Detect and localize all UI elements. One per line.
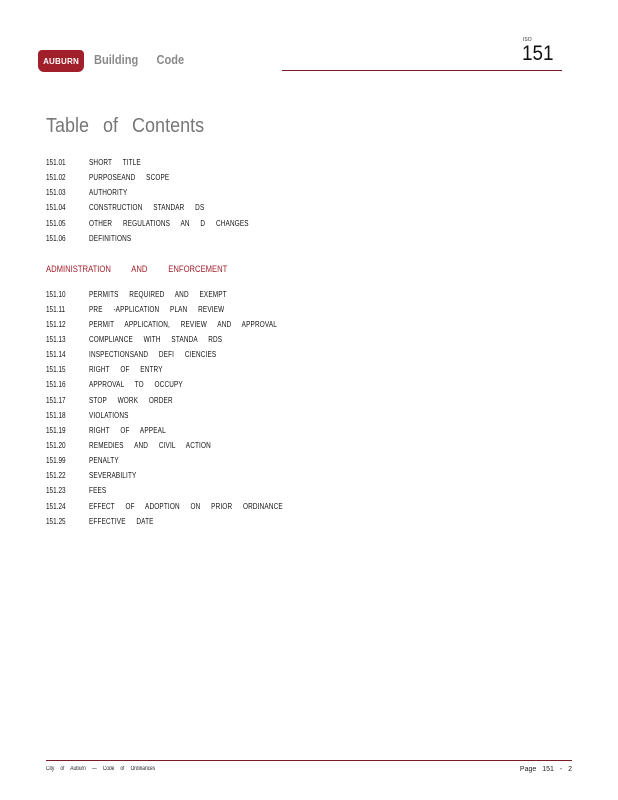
toc-entry-title: VIOLATIONS [89, 410, 129, 420]
toc-entry-title: PURPOSEAND SCOPE [89, 172, 170, 182]
toc-entry-title: SHORT TITLE [89, 157, 141, 167]
toc-entry[interactable] [46, 364, 181, 376]
toc-entry[interactable] [46, 455, 126, 467]
toc-entry-title: PENALTY [89, 456, 119, 466]
toc-entry-number: 151.10 [46, 289, 66, 299]
toc-entry-number: 151.20 [46, 441, 66, 450]
toc-entry-number: 151.99 [46, 456, 66, 466]
toc-entry-number: 151.24 [46, 501, 66, 511]
toc-entry-number: 151.06 [46, 234, 66, 243]
toc-entry-title: REMEDIES AND CIVIL ACTION [89, 441, 211, 450]
footer-page-number: Page 151 - 2 [519, 766, 572, 773]
toc-entry-title: DEFINITIONS [89, 234, 132, 243]
header-title: Building Code [94, 52, 185, 67]
toc-entry-number: 151.02 [46, 172, 66, 182]
toc-entry-title: SEVERABILITY [89, 471, 137, 481]
header-divider [282, 70, 562, 71]
toc-entry-title: COMPLIANCE WITH STANDA RDS [89, 334, 223, 344]
toc-entry[interactable] [46, 217, 289, 229]
toc-entry-title: PERMITS REQUIRED AND EXEMPT [89, 289, 227, 299]
toc-entry[interactable] [46, 485, 111, 497]
toc-entry-title: APPROVAL TO OCCUPY [89, 380, 183, 390]
toc-entry[interactable] [46, 288, 261, 300]
toc-entry-number: 151.03 [46, 188, 66, 198]
footer-divider [46, 760, 572, 761]
logo-text: AUBURN [43, 56, 79, 66]
toc-entry-title: RIGHT OF APPEAL [89, 425, 166, 435]
toc-entry[interactable] [46, 171, 189, 183]
toc-entry[interactable] [46, 440, 241, 452]
toc-entry[interactable] [46, 515, 170, 527]
toc-entry-number: 151.23 [46, 486, 66, 496]
toc-entry[interactable] [46, 500, 331, 512]
toc-entry-title: PERMIT APPLICATION, REVIEW AND APPROVAL [89, 319, 277, 329]
toc-entry-number: 151.14 [46, 350, 66, 360]
toc-entry[interactable] [46, 303, 258, 315]
toc-entry-number: 151.13 [46, 334, 66, 344]
toc-entry-title: EFFECTIVE DATE [89, 516, 154, 526]
toc-entry[interactable] [46, 379, 206, 391]
footer-ordinance-label: City of Auburn — Code of Ordinances [46, 766, 156, 772]
auburn-logo [38, 50, 84, 72]
toc-entry-title: OTHER REGULATIONS AN D CHANGES [89, 218, 249, 228]
toc-entry-title: AUTHORITY [89, 188, 128, 198]
toc-entry[interactable] [46, 156, 154, 168]
toc-entry-number: 151.19 [46, 425, 66, 435]
toc-entry[interactable] [46, 233, 142, 245]
toc-entry-title: EFFECT OF ADOPTION ON PRIOR ORDINANCE [89, 501, 283, 511]
chapter-label: ISO [523, 37, 532, 43]
chapter-number: 151 [522, 42, 554, 65]
toc-entry-title: CONSTRUCTION STANDAR DS [89, 203, 205, 213]
toc-entry-number: 151.05 [46, 218, 66, 228]
toc-entry[interactable] [46, 187, 137, 199]
toc-entry-title: FEES [89, 486, 107, 496]
toc-entry[interactable] [46, 349, 248, 361]
section-heading: ADMINISTRATION AND ENFORCEMENT [46, 264, 228, 274]
toc-entry[interactable] [46, 409, 138, 421]
toc-entry[interactable] [46, 318, 324, 330]
toc-entry[interactable] [46, 202, 233, 214]
toc-entry[interactable] [46, 394, 194, 406]
toc-entry-number: 151.11 [46, 304, 66, 314]
toc-entry-title: RIGHT OF ENTRY [89, 365, 163, 375]
toc-entry-number: 151.25 [46, 516, 66, 526]
toc-entry[interactable] [46, 424, 185, 436]
toc-entry-number: 151.04 [46, 203, 66, 213]
toc-entry-number: 151.18 [46, 410, 66, 420]
toc-entry-number: 151.16 [46, 380, 66, 390]
toc-entry-number: 151.12 [46, 319, 66, 329]
toc-entry-number: 151.01 [46, 157, 66, 167]
toc-entry-number: 151.17 [46, 395, 66, 405]
toc-entry[interactable] [46, 470, 148, 482]
toc-entry-title: INSPECTIONSAND DEFI CIENCIES [89, 350, 217, 360]
toc-entry-number: 151.22 [46, 471, 66, 481]
toc-entry-title: PRE -APPLICATION PLAN REVIEW [89, 304, 225, 314]
toc-entry-number: 151.15 [46, 365, 66, 375]
toc-heading: Table of Contents [46, 115, 205, 137]
toc-entry-title: STOP WORK ORDER [89, 395, 173, 405]
toc-entry[interactable] [46, 333, 256, 345]
